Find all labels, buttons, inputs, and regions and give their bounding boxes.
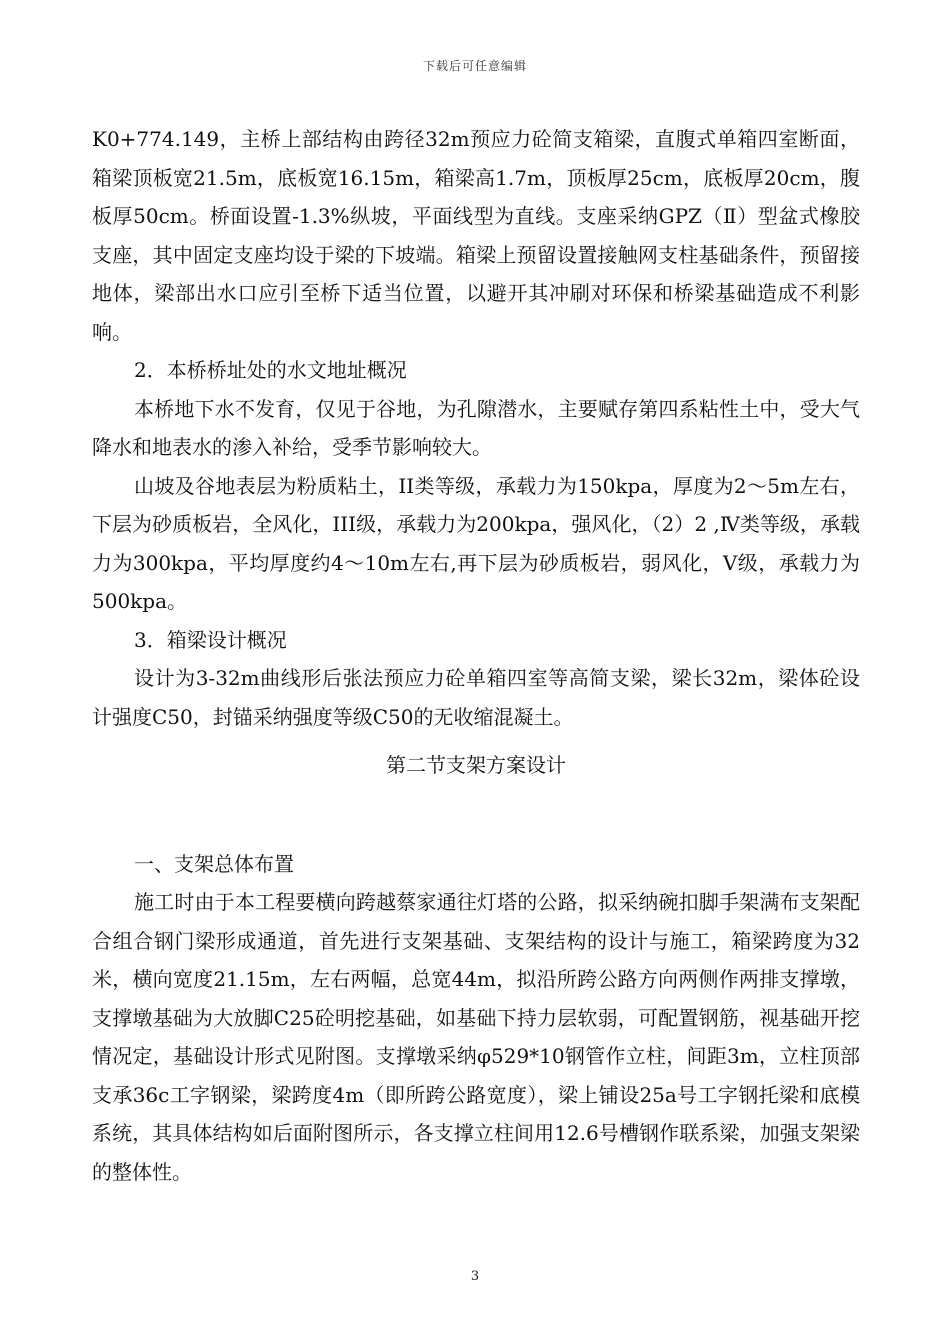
section-heading-hydrology: 2．本桥桥址处的水文地址概况 bbox=[134, 358, 407, 382]
paragraph-bridge-structure: K0+774.149，主桥上部结构由跨径32m预应力砼简支箱梁，直腹式单箱四室断面，箱梁顶板宽21.5m，底板宽16.15m，箱梁高1.7m，顶板厚25cm，底板厚20cm，腹板厚50cm。桥面设置-1.3%纵坡，平面线型为直线。支座采纳GPZ（Ⅱ）型盆式橡胶支座，其中固定支座均设于梁的下坡端。箱梁上预留设置接触网支柱基础条件，预留接地体，梁部出水口应引至桥下适当位置，以避开其冲刷对环保和桥梁基础造成不利影响。 bbox=[92, 127, 860, 344]
page-header: 下载后可任意编辑 bbox=[422, 59, 527, 73]
section-heading-support-layout: 一、支架总体布置 bbox=[134, 851, 294, 876]
paragraph-geology: 山坡及谷地表层为粉质粘土，II类等级，承载力为150kpa，厚度为2～5m左右，下层为砂质板岩，全风化，III级，承载力为200kpa，强风化，（2）2 ,Ⅳ类等级，承载力为300kpa，平均厚度约4～10m左右,再下层为砂质板岩，弱风化，Ⅴ级，承载力为500kpa。 bbox=[92, 473, 860, 613]
document-body bbox=[92, 120, 860, 1191]
paragraph-girder-design: 设计为3-32m曲线形后张法预应力砼单箱四室等高简支梁，梁长32m，梁体砼设计强度C50，封锚采纳强度等级C50的无收缩混凝土。 bbox=[92, 666, 860, 729]
chapter-heading: 第二节支架方案设计 bbox=[386, 753, 566, 777]
paragraph-groundwater: 本桥地下水不发育，仅见于谷地，为孔隙潜水，主要赋存第四系粘性土中，受大气降水和地表水的渗入补给，受季节影响较大。 bbox=[92, 396, 860, 459]
page-number: 3 bbox=[470, 1269, 480, 1284]
paragraph-support-layout: 施工时由于本工程要横向跨越蔡家通往灯塔的公路，拟采纳碗扣脚手架满布支架配合组合钢门梁形成通道，首先进行支架基础、支架结构的设计与施工，箱梁跨度为32米，横向宽度21.15m，左右两幅，总宽44m，拟沿所跨公路方向两侧作两排支撑墩，支撑墩基础为大放脚C25砼明挖基础，如基础下持力层软弱，可配置钢筋，视基础开挖情况定，基础设计形式见附图。支撑墩采纳φ529*10钢管作立柱，间距3m，立柱顶部支承36c工字钢梁，梁跨度4m（即所跨公路宽度），梁上铺设25a号工字钢托梁和底模系统，其具体结构如后面附图所示，各支撑立柱间用12.6号槽钢作联系梁，加强支架梁的整体性。 bbox=[92, 890, 860, 1184]
section-heading-box-girder: 3．箱梁设计概况 bbox=[134, 627, 287, 652]
